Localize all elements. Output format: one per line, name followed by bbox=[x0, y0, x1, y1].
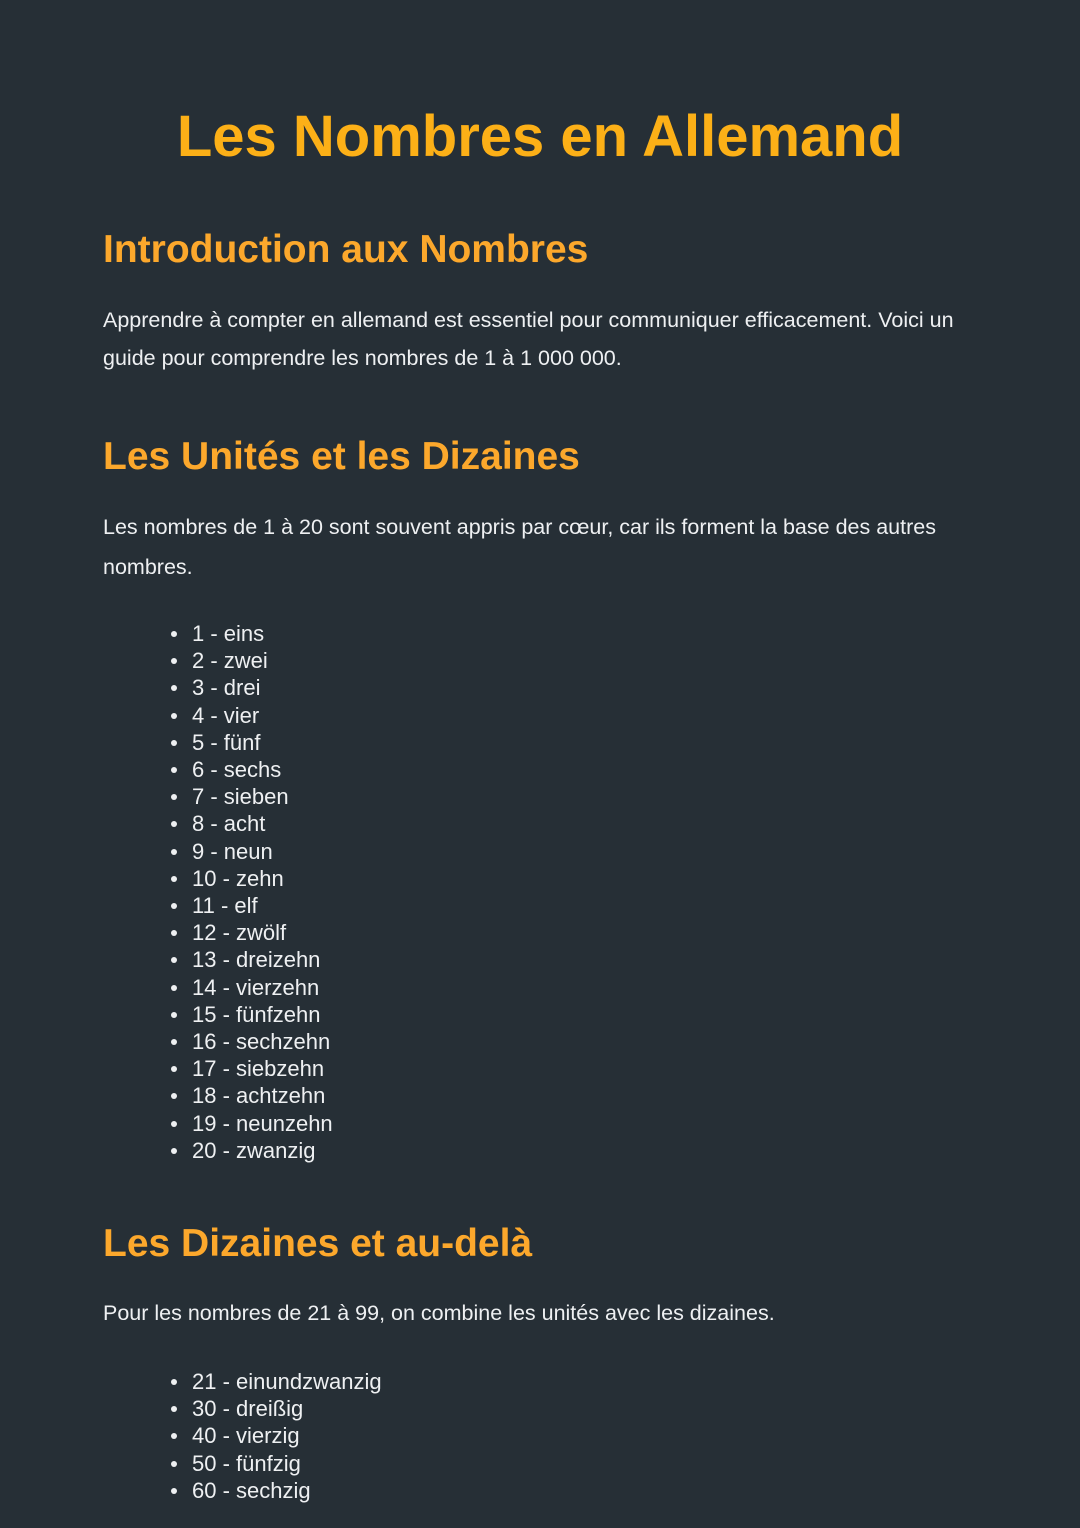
list-item: 17 - siebzehn bbox=[192, 1055, 333, 1082]
list-item: 19 - neunzehn bbox=[192, 1110, 333, 1136]
list-item: 4 - vier bbox=[192, 702, 333, 729]
list-item: 14 - vierzehn bbox=[192, 974, 333, 1001]
section-heading-introduction: Introduction aux Nombres bbox=[103, 228, 589, 271]
list-item: 21 - einundzwanzig bbox=[192, 1369, 382, 1394]
section-heading-units: Les Unités et les Dizaines bbox=[103, 435, 580, 478]
list-item: 15 - fünfzehn bbox=[192, 1001, 333, 1028]
section-paragraph-introduction: Apprendre à compter en allemand est essentiel pour communiquer efficacement. Voici un guide pour comprendre les nombres de 1 à 1 000 000. bbox=[103, 308, 954, 370]
section-paragraph-tens: Pour les nombres de 21 à 99, on combine les unités avec les dizaines. bbox=[103, 1301, 775, 1325]
list-item: 6 - sechs bbox=[192, 756, 333, 783]
section-heading-tens: Les Dizaines et au-delà bbox=[103, 1222, 533, 1265]
list-item: 1 - eins bbox=[192, 620, 333, 647]
list-item: 60 - sechzig bbox=[192, 1477, 382, 1504]
list-item: 40 - vierzig bbox=[192, 1422, 382, 1449]
page-title: Les Nombres en Allemand bbox=[176, 104, 904, 169]
list-item: 30 - dreißig bbox=[192, 1395, 382, 1422]
list-item: 12 - zwölf bbox=[192, 919, 333, 946]
list-item: 3 - drei bbox=[192, 674, 333, 701]
list-item: 9 - neun bbox=[192, 838, 333, 865]
list-item: 20 - zwanzig bbox=[192, 1137, 333, 1164]
section-paragraph-units: Les nombres de 1 à 20 sont souvent appris par cœur, car ils forment la base des autres nombres. bbox=[103, 515, 936, 579]
numbers-list-tens bbox=[192, 1368, 382, 1504]
list-item: 11 - elf bbox=[192, 892, 333, 919]
list-item: 2 - zwei bbox=[192, 647, 333, 674]
list-item: 16 - sechzehn bbox=[192, 1028, 333, 1055]
list-item: 7 - sieben bbox=[192, 783, 333, 810]
list-item: 13 - dreizehn bbox=[192, 946, 333, 973]
numbers-list-1-20 bbox=[192, 620, 333, 1164]
list-item: 5 - fünf bbox=[192, 729, 333, 756]
list-item: 50 - fünfzig bbox=[192, 1450, 382, 1477]
list-item: 8 - acht bbox=[192, 810, 333, 837]
list-item: 18 - achtzehn bbox=[192, 1082, 333, 1109]
list-item: 10 - zehn bbox=[192, 865, 333, 892]
